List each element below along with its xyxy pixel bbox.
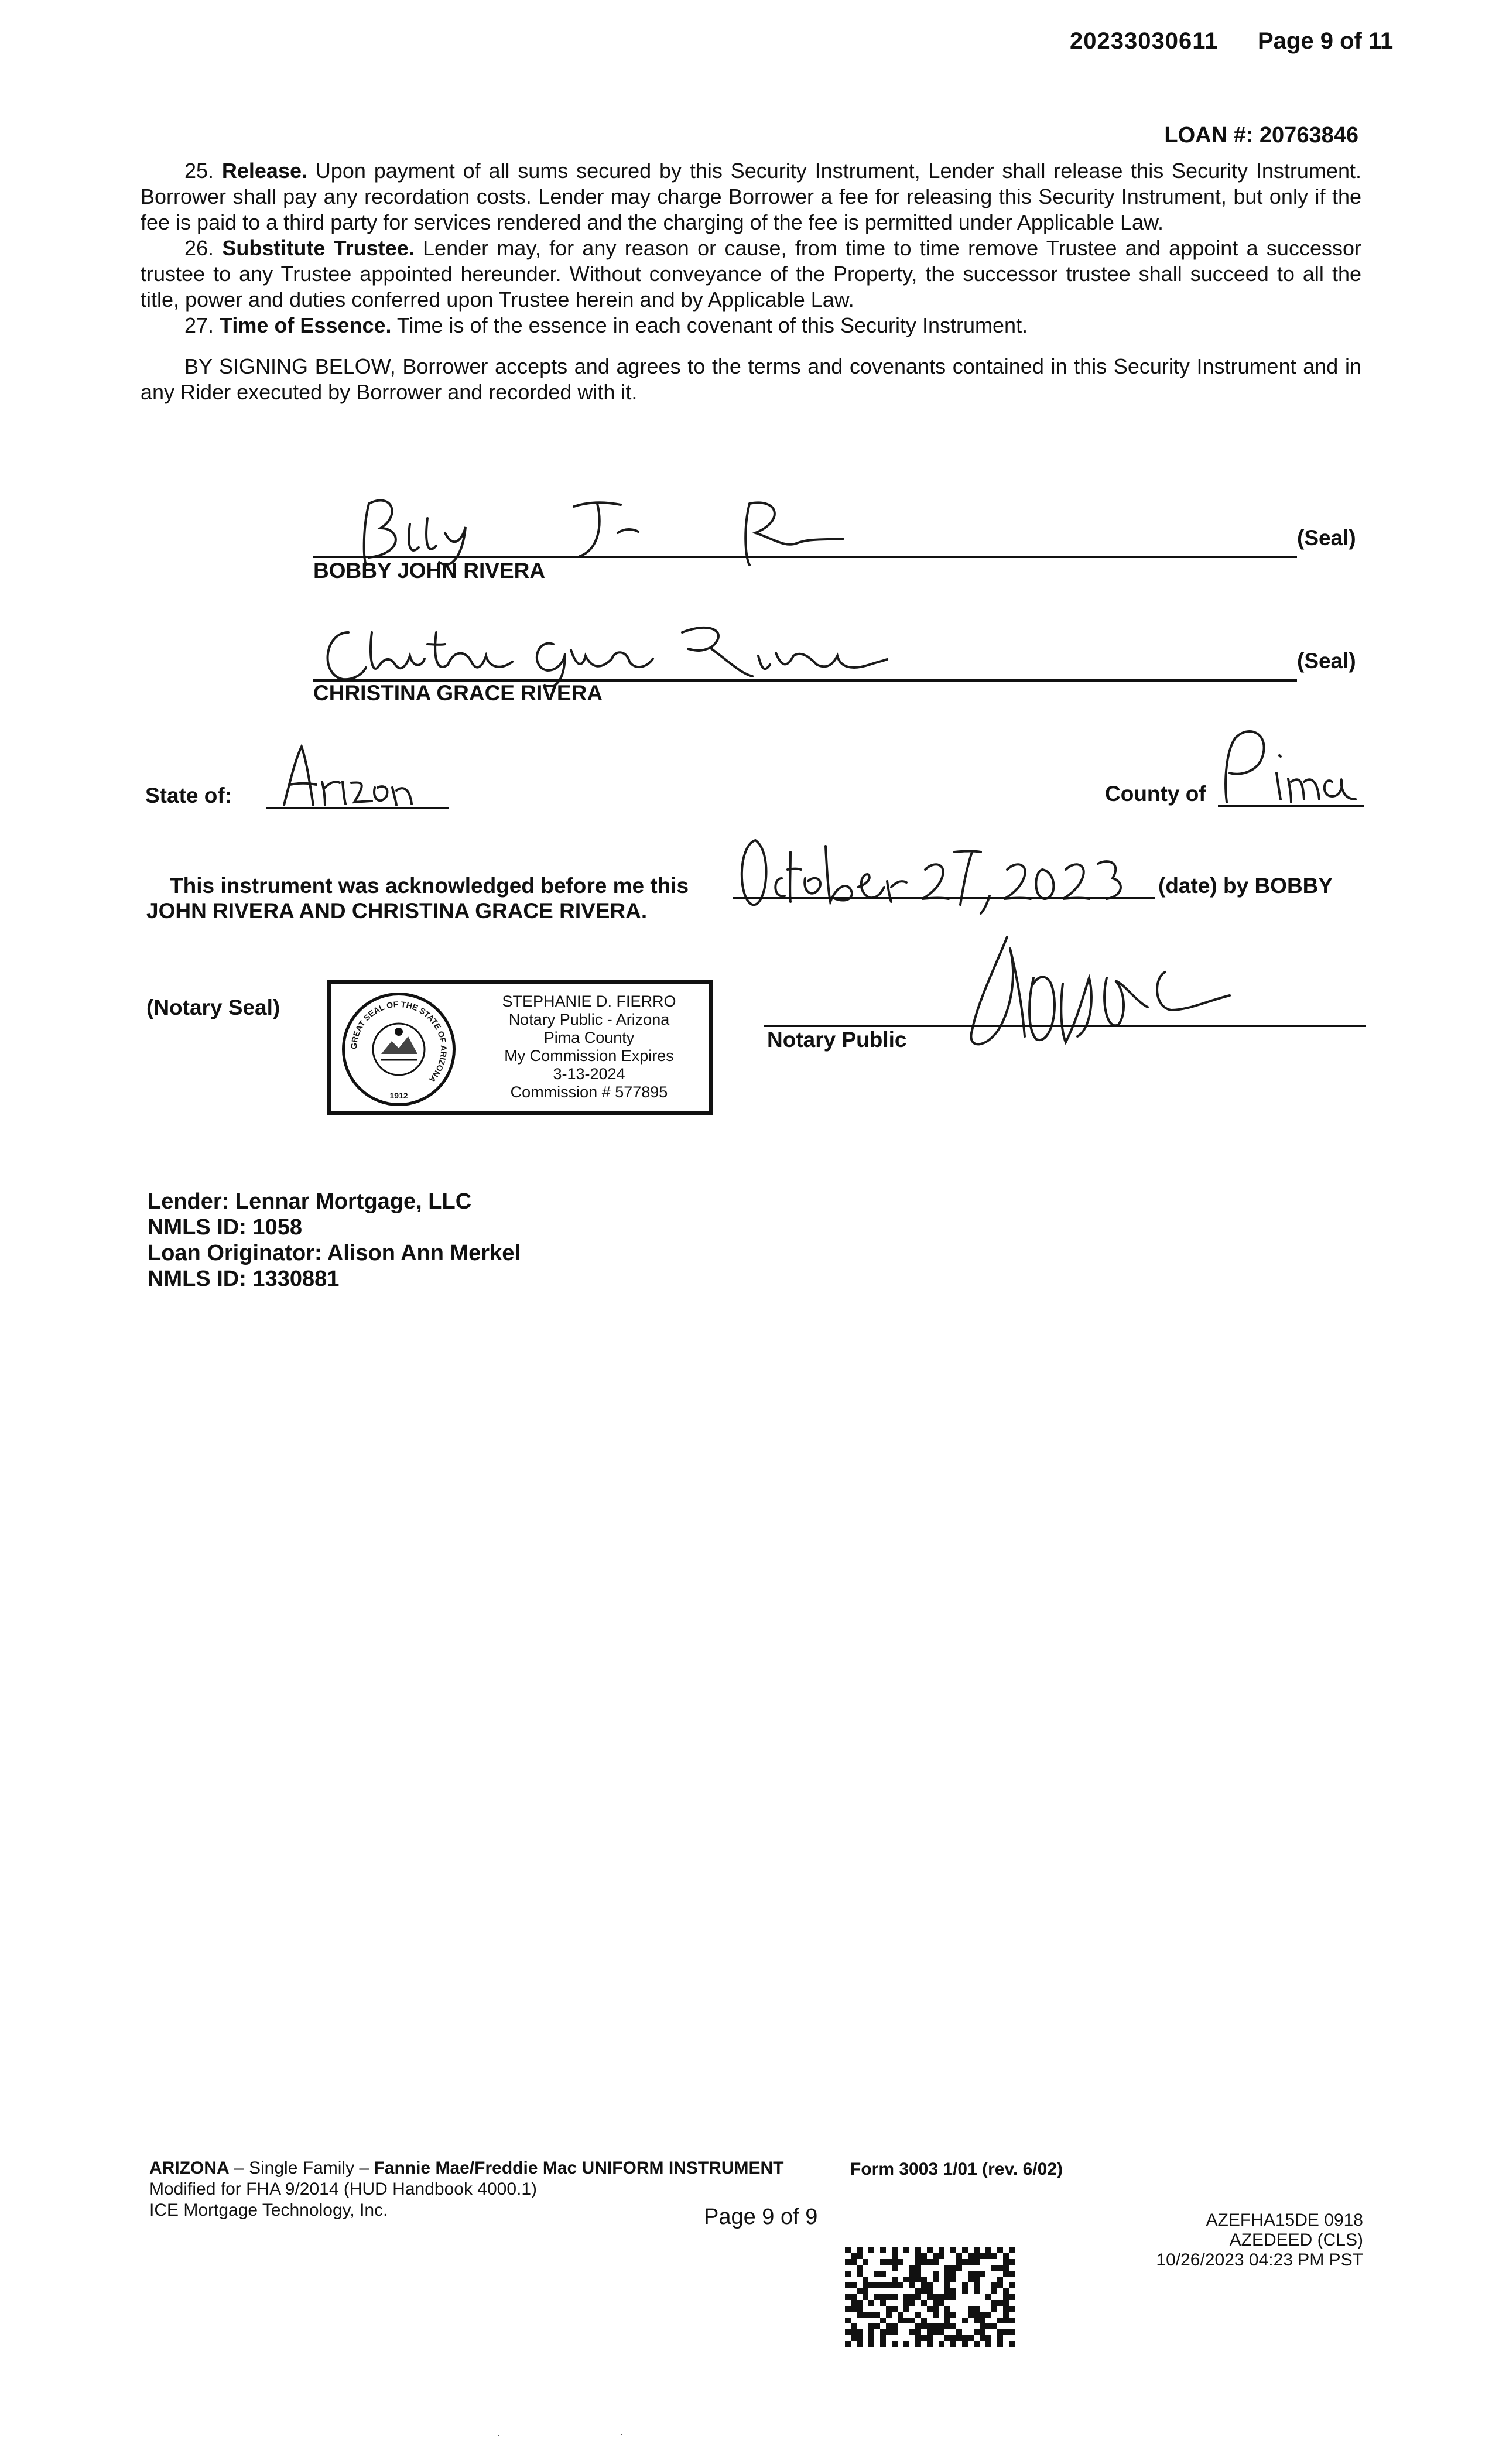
section-release: [141, 158, 1361, 235]
loan-number: LOAN #: 20763846: [1164, 123, 1358, 148]
notary-stamp-text: [478, 993, 700, 1101]
notary-seal-label: (Notary Seal): [146, 995, 280, 1019]
county-label: County of: [1105, 782, 1206, 806]
section-text: Lender may, for any reason or cause, from time to time remove Trustee and appoint a successor trustee to any Trustee appointed hereunder. Without conveyance of the Property, the successor trustee shall succeed to all the title, power and duties conferred upon Trustee herein and by Applicable Law.: [141, 236, 1361, 312]
acknowledgment-prefix: This instrument was acknowledged before me this: [170, 874, 689, 898]
section-substitute-trustee: [141, 235, 1361, 313]
notary-name: STEPHANIE D. FIERRO: [502, 993, 676, 1010]
section-text: Time is of the essence in each covenant of this Security Instrument.: [396, 313, 1028, 337]
acknowledgment-suffix: (date) by BOBBY: [1158, 874, 1333, 898]
footer-state-desc: – Single Family –: [229, 2158, 374, 2178]
section-number: 26.: [184, 236, 214, 260]
section-title: Release.: [221, 159, 307, 183]
notary-stamp: [327, 980, 713, 1115]
county-handwritten-value: [1215, 714, 1373, 811]
signing-statement: BY SIGNING BELOW, Borrower accepts and agrees to the terms and covenants contained in this Security Instrument and in any Rider executed by Borrower and recorded with it.: [141, 354, 1361, 404]
footer-form-description: [149, 2158, 784, 2221]
section-title: Time of Essence.: [220, 313, 392, 337]
state-seal-emblem: [342, 993, 456, 1106]
footer-timestamp: 10/26/2023 04:23 PM PST: [1156, 2250, 1363, 2270]
footer-codes: [1156, 2210, 1363, 2270]
footer-modified: Modified for FHA 9/2014 (HUD Handbook 4000.1): [149, 2179, 538, 2199]
footer-form-number: Form 3003 1/01 (rev. 6/02): [850, 2160, 1063, 2179]
section-title: Substitute Trustee.: [222, 236, 415, 260]
notary-title: Notary Public - Arizona: [508, 1011, 670, 1028]
section-number: 27.: [184, 313, 214, 337]
footer-instrument: Fannie Mae/Freddie Mac UNIFORM INSTRUMENT: [374, 2158, 784, 2178]
footer-state: ARIZONA: [149, 2158, 230, 2178]
notary-public-label: Notary Public: [767, 1028, 907, 1052]
footer-company: ICE Mortgage Technology, Inc.: [149, 2201, 388, 2220]
section-text: Upon payment of all sums secured by this Security Instrument, Lender shall release this Security Instrument. Borrower shall pay any recordation costs. Lender may charge Borrower a fee for releasing this Security Instrument, but only if the fee is paid to a third party for services rendered and the charging of the fee is permitted under Applicable Law.: [141, 159, 1361, 234]
lender-name: Lender: Lennar Mortgage, LLC: [148, 1189, 472, 1214]
seal-year: 1912: [389, 1091, 408, 1100]
state-line: [266, 807, 449, 809]
borrower1-signature-line: [313, 556, 1297, 558]
notary-commission-number: Commission # 577895: [510, 1083, 668, 1101]
state-handwritten-value: [266, 741, 419, 811]
loan-originator: Loan Originator: Alison Ann Merkel: [148, 1241, 521, 1265]
notary-county: Pima County: [543, 1029, 635, 1046]
originator-nmls: NMLS ID: 1330881: [148, 1267, 340, 1291]
covenants-text: [141, 158, 1361, 405]
footer-code-2: AZEDEED (CLS): [1229, 2230, 1363, 2250]
county-line: [1218, 805, 1364, 807]
notary-commission-label: My Commission Expires: [504, 1047, 674, 1065]
state-seal-ring: [345, 995, 453, 1103]
section-number: 25.: [184, 159, 214, 183]
acknowledgment-names: JOHN RIVERA AND CHRISTINA GRACE RIVERA.: [146, 899, 648, 923]
notary-signature-line: [764, 1025, 1366, 1027]
footer-code-1: AZEFHA15DE 0918: [1206, 2210, 1363, 2230]
acknowledgment-date-line: [733, 897, 1155, 899]
lender-nmls: NMLS ID: 1058: [148, 1215, 302, 1240]
recording-number: 20233030611: [1070, 28, 1219, 54]
borrower1-name: BOBBY JOHN RIVERA: [313, 559, 546, 583]
notary-commission-expiry: 3-13-2024: [553, 1065, 625, 1083]
recording-page-label: Page 9 of 11: [1258, 28, 1394, 54]
footer-page-number: Page 9 of 9: [704, 2205, 818, 2229]
borrower2-name: CHRISTINA GRACE RIVERA: [313, 681, 603, 705]
borrower2-signature: [307, 609, 998, 691]
scan-marks: [498, 2430, 632, 2442]
seal-ring-text: GREAT SEAL OF THE STATE OF ARIZONA: [348, 999, 449, 1084]
borrower1-seal-label: (Seal): [1297, 526, 1356, 550]
notary-signature: [913, 913, 1265, 1057]
lender-info: [148, 1189, 521, 1292]
section-time-of-essence: [141, 313, 1361, 338]
state-label: State of:: [145, 783, 232, 807]
borrower2-seal-label: (Seal): [1297, 649, 1356, 673]
svg-text:GREAT SEAL OF THE STATE OF ARI: [349, 1000, 449, 1084]
acknowledgment-handwritten-date: [732, 829, 1142, 916]
2d-barcode-icon: [845, 2247, 1015, 2347]
